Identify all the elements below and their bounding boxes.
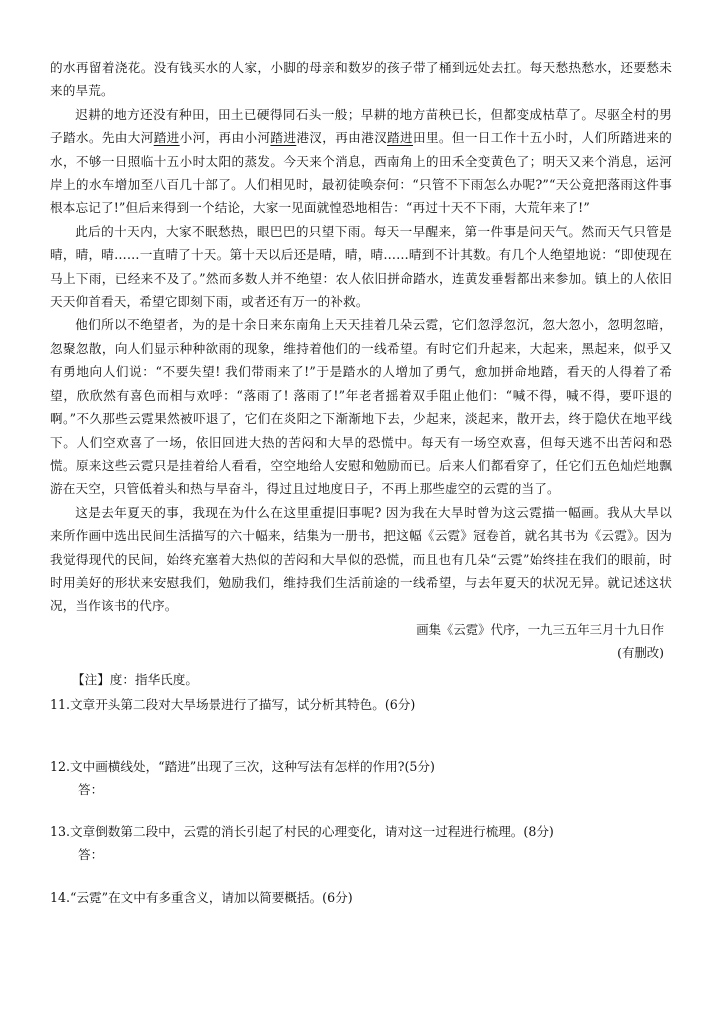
passage-paragraph-1: 的水再留着浇花。没有钱买水的人家，小脚的母亲和数岁的孩子带了桶到远处去扛。每天愁热愁水，还要愁未来的旱荒。: [50, 60, 672, 99]
passage-paragraph-2-text-c: 港汊，再由港汊: [296, 130, 388, 146]
passage-paragraph-4: 他们所以不绝望者，为的是十余日来东南角上天天挂着几朵云霓，它们忽浮忽沉，忽大忽小，忽明忽暗，忽聚忽散，向人们显示种种欲雨的现象，维持着他们的一线希望。有时它们升起来，大起来，黑起来，似乎又有勇地向人们说：“不要失望! 我们带雨来了!”于是踏水的人增加了勇气，愈加拼命地踏，看天的人得着了希望，欣欣然有喜色而相与欢呼：“落雨了! 落雨了!”年老者摇着双手阻止他们：“喊不得，喊不得，要吓退的啊。”不久那些云霓果然被吓退了，它们在炎阳之下渐渐地下去，少起来，淡起来，散开去，终于隐伏在地平线下。人们空欢喜了一场，依旧回进大热的苦闷和大旱的恐慌中。每天有一场空欢喜，但每天逃不出苦闷和恐慌。原来这些云霓只是挂着给人看看，空空地给人安慰和勉励而已。后来人们都看穿了，任它们五色灿烂地飘游在天空，只管低着头和热与旱奋斗，得过且过地度日子，不再上那些虚空的云霓的当了。: [50, 317, 672, 497]
question-14: [50, 886, 672, 909]
passage-paragraph-2: [50, 103, 672, 220]
passage-signature: 画集《云霓》代序，一九三五年三月十九日作: [416, 621, 664, 637]
question-11-text: 11.文章开头第二段对大旱场景进行了描写，试分析其特色。(6分): [50, 697, 416, 713]
question-13: [50, 820, 672, 886]
passage-paragraph-2-text-d: 田里。但一日工作十五小时，人们所踏进来的水，不够一日照临十五小时太阳的蒸发。今天来个消息，西南角上的田禾全变黄色了；明天又来个消息，运河岸上的水车增加至八百几十部了。人们相见时，最初徒唤奈何：“只管不下雨怎么办呢?”“天公竟把落雨这件事根本忘记了!”但后来得到一个结论，大家一见面就惶恐地相告：“再过十天不下雨，大荒年来了!”: [50, 130, 672, 216]
question-12-answer-label: 答：: [78, 782, 104, 798]
question-12: [50, 755, 672, 820]
footnote: 【注】度：指华氏度。: [72, 672, 198, 688]
passage-paragraph-2-text-b: 小河，再由小河: [179, 130, 271, 146]
passage-paragraph-5: 这是去年夏天的事，我现在为什么在这里重提旧事呢? 因为我在大旱时曾为这云霓描一幅画。我从大旱以来所作画中选出民间生活描写的六十幅来，结集为一册书，把这幅《云霓》冠卷首，就名其书为《云霓》。因为我觉得现代的民间，始终充塞着大热似的苦闷和大旱似的恐慌，而且也有几朵“云霓”始终挂在我们的眼前，时时用美好的形状来安慰我们，勉励我们，维持我们生活前途的一线希望，与去年夏天的状况无异。就记述这状况，当作该书的代序。: [50, 504, 672, 614]
question-13-answer-label: 答：: [78, 847, 104, 863]
question-14-text: 14.“云霓”在文中有多重含义，请加以简要概括。(6分): [50, 890, 353, 906]
question-11: [50, 693, 672, 755]
question-13-text: 13.文章倒数第二段中，云霓的消长引起了村民的心理变化，请对这一过程进行梳理。(8分): [50, 824, 554, 840]
underlined-tajin-1: 踏进: [153, 130, 180, 146]
passage-paragraph-2-text-a: 迟耕的地方还没有种田，田土已硬得同石头一般；早耕的地方苗秧已长，但都变成枯草了。尽驱全村的男子踏水。先由大河: [50, 106, 672, 146]
revision-note: (有删改): [617, 645, 664, 661]
passage-paragraph-3: 此后的十天内，大家不眠愁热，眼巴巴的只望下雨。每天一早醒来，第一件事是问天气。然而天气只管是晴，晴，晴……一直晴了十天。第十天以后还是晴，晴，晴……晴到不计其数。有几个人绝望地说：“即使现在马上下雨，已经来不及了。”然而多数人并不绝望：农人依旧拼命踏水，连黄发垂髫都出来参加。镇上的人依旧天天仰首看天，希望它即刻下雨，或者还有万一的补救。: [50, 223, 672, 310]
question-12-text: 12.文中画横线处，“踏进”出现了三次，这种写法有怎样的作用?(5分): [50, 759, 435, 775]
underlined-tajin-2: 踏进: [270, 130, 297, 146]
underlined-tajin-3: 踏进: [387, 130, 413, 146]
